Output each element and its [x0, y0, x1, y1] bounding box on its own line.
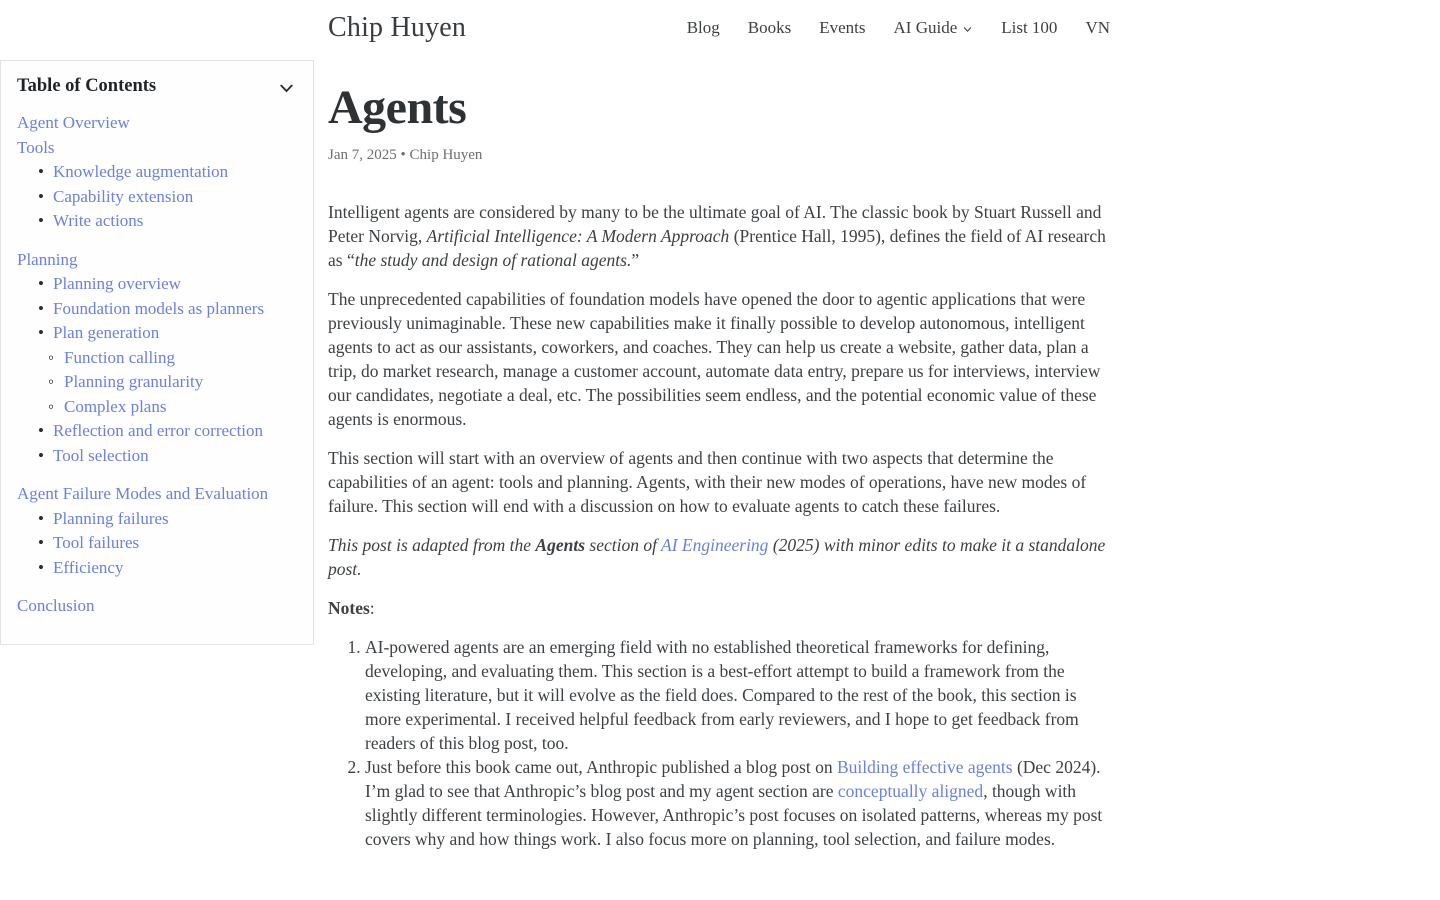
toc-item-planning-granularity — [17, 370, 297, 395]
building-effective-agents-link[interactable]: Building effective agents — [836, 756, 1013, 777]
nav-books[interactable] — [748, 18, 791, 38]
toc-item-agent-failure-modes — [17, 482, 297, 507]
nav-blog-label: Blog — [686, 18, 720, 37]
ai-engineering-link[interactable]: AI Engineering — [661, 534, 769, 555]
toc-link-plan-generation[interactable]: Plan generation — [53, 323, 160, 342]
toc-link-tool-failures[interactable]: Tool failures — [53, 533, 140, 552]
toc-link-tools[interactable]: Tools — [17, 137, 55, 157]
site-title-link[interactable]: Chip Huyen — [328, 12, 467, 43]
text-run: Just before this book came out, Anthropic published a blog post on — [365, 756, 837, 777]
nav-ai-guide[interactable] — [894, 18, 974, 38]
toc-link-planning[interactable]: Planning — [17, 249, 78, 269]
toc-link-planning-granularity[interactable]: Planning granularity — [64, 372, 204, 391]
article — [328, 56, 1110, 851]
notes-heading — [328, 596, 1110, 620]
paragraph-intro — [328, 200, 1110, 272]
toc-link-knowledge-augmentation[interactable]: Knowledge augmentation — [53, 162, 229, 181]
toc-link-complex-plans[interactable]: Complex plans — [64, 396, 167, 416]
text-run: (2025) with minor edits to make it a standalone post. — [328, 534, 1106, 579]
note-item-1: 1. AI-powered agents are an emerging field with no established theoretical frameworks for defining, developing, and evaluating them. This section is a best-effort attempt to build a framework from the existing literature, but it will evolve as the field does. Compared to the rest of the book, this section is more experimental. I received helpful feedback from early reviewers, and I hope to get feedback from readers of this blog post, too. — [365, 635, 1110, 755]
toc-item-conclusion — [17, 594, 297, 619]
toc-link-function-calling[interactable]: Function calling — [64, 347, 175, 367]
toc-item-function-calling — [17, 346, 297, 371]
toc-item-capability-extension — [17, 185, 297, 210]
note-item-2 — [365, 755, 1110, 851]
post-author: Chip Huyen — [409, 146, 483, 163]
nav-list-100[interactable] — [1001, 18, 1057, 38]
toc-header — [17, 76, 297, 102]
nav-events[interactable] — [819, 18, 865, 38]
text-run: section of — [585, 534, 662, 555]
nav-blog[interactable] — [687, 18, 720, 38]
toc-item-agent-overview — [17, 111, 297, 136]
site-header — [0, 0, 1440, 56]
toc-link-tool-selection[interactable]: Tool selection — [53, 445, 149, 465]
toc-link-planning-overview[interactable]: Planning overview — [53, 274, 181, 293]
nav-vn-label: VN — [1085, 18, 1110, 37]
nav-events-label: Events — [819, 18, 866, 37]
toc-link-agent-failure-modes[interactable]: Agent Failure Modes and Evaluation — [17, 484, 269, 503]
toc-item-write-actions — [17, 209, 297, 234]
book-title-text: Artificial Intelligence: A Modern Approach — [426, 225, 730, 246]
toc-item-efficiency — [17, 556, 297, 581]
toc-collapse-button[interactable] — [276, 78, 297, 102]
toc-title: Table of Contents — [17, 76, 157, 96]
toc-link-agent-overview[interactable]: Agent Overview — [17, 113, 130, 132]
toc-item-foundation-models-as-planners — [17, 297, 297, 322]
paragraph-section-overview: This section will start with an overview of agents and then continue with two aspects that determine the capabilities of an agent: tools and planning. Agents, with their new modes of operations, have new modes of failure. This section will end with a discussion on how to evaluate agents to catch these failures. — [328, 447, 1087, 516]
text-run: Intelligent agents are considered by many to be the ultimate goal of AI. The classic book by Stuart Russell and Peter Norvig, — [328, 201, 1102, 246]
quote-text: the study and design of rational agents. — [354, 249, 632, 270]
toc-link-reflection-and-error-correction[interactable]: Reflection and error correction — [53, 421, 264, 440]
paragraph-adapted-note — [328, 533, 1110, 581]
toc-item-tool-failures — [17, 531, 297, 556]
toc-item-reflection-and-error-correction — [17, 419, 297, 444]
text-run: , though with slightly different terminologies. However, Anthropic’s post focuses on isolated patterns, whereas my post covers why and how things work. I also focus more on planning, tool selection, and failure modes. — [365, 780, 1103, 849]
nav-books-label: Books — [747, 18, 792, 37]
conceptually-aligned-link[interactable]: conceptually aligned — [837, 780, 984, 801]
text-run: (Prentice Hall, 1995), defines the field of AI research as “ — [328, 225, 1106, 270]
toc-link-write-actions[interactable]: Write actions — [53, 211, 144, 230]
paragraph-capabilities: The unprecedented capabilities of foundation models have opened the door to agentic applications that were previously unimaginable. These new capabilities make it finally possible to develop autonomous, intelligent agents to act as our assistants, coworkers, and coaches. They can help us create a website, gather data, plan a trip, do market research, manage a customer account, automate data entry, prepare us for interviews, interview our candidates, negotiate a deal, etc. The possibilities seem endless, and the potential economic value of these agents is enormous. — [328, 288, 1101, 429]
post-date: Jan 7, 2025 — [328, 146, 397, 163]
text-run: ” — [631, 249, 640, 270]
toc-item-tools — [17, 136, 297, 161]
toc-item-plan-generation — [17, 321, 297, 346]
toc-item-planning-overview — [17, 272, 297, 297]
toc-link-foundation-models-as-planners[interactable]: Foundation models as planners — [53, 298, 265, 318]
nav-ai-guide-label: AI Guide — [893, 18, 958, 37]
nav-vn[interactable] — [1085, 18, 1110, 38]
italic-run — [328, 535, 1105, 579]
toc-item-complex-plans — [17, 395, 297, 420]
post-meta — [328, 147, 1110, 164]
agents-bold-text: Agents — [535, 534, 586, 555]
text-run: (Dec 2024). I’m glad to see that Anthropic’s blog post and my agent section are — [365, 756, 1101, 801]
meta-separator: • — [400, 146, 406, 163]
toc-link-conclusion[interactable]: Conclusion — [17, 596, 95, 615]
toc-item-tool-selection — [17, 444, 297, 469]
toc-link-capability-extension[interactable]: Capability extension — [53, 186, 194, 206]
main-nav — [687, 18, 1110, 38]
nav-list-100-label: List 100 — [1001, 18, 1058, 37]
toc-link-planning-failures[interactable]: Planning failures — [53, 508, 169, 528]
toc-link-efficiency[interactable]: Efficiency — [53, 557, 124, 577]
notes-colon: : — [369, 597, 375, 618]
chevron-down-icon — [962, 24, 973, 35]
toc-item-planning-failures — [17, 507, 297, 532]
toc-item-planning — [17, 248, 297, 273]
table-of-contents — [0, 60, 314, 645]
chevron-down-icon — [278, 80, 295, 97]
text-run: This post is adapted from the — [328, 534, 536, 555]
notes-list — [328, 635, 1110, 851]
notes-label: Notes — [328, 597, 370, 618]
toc-item-knowledge-augmentation — [17, 160, 297, 185]
page-title: Agents — [328, 81, 467, 134]
